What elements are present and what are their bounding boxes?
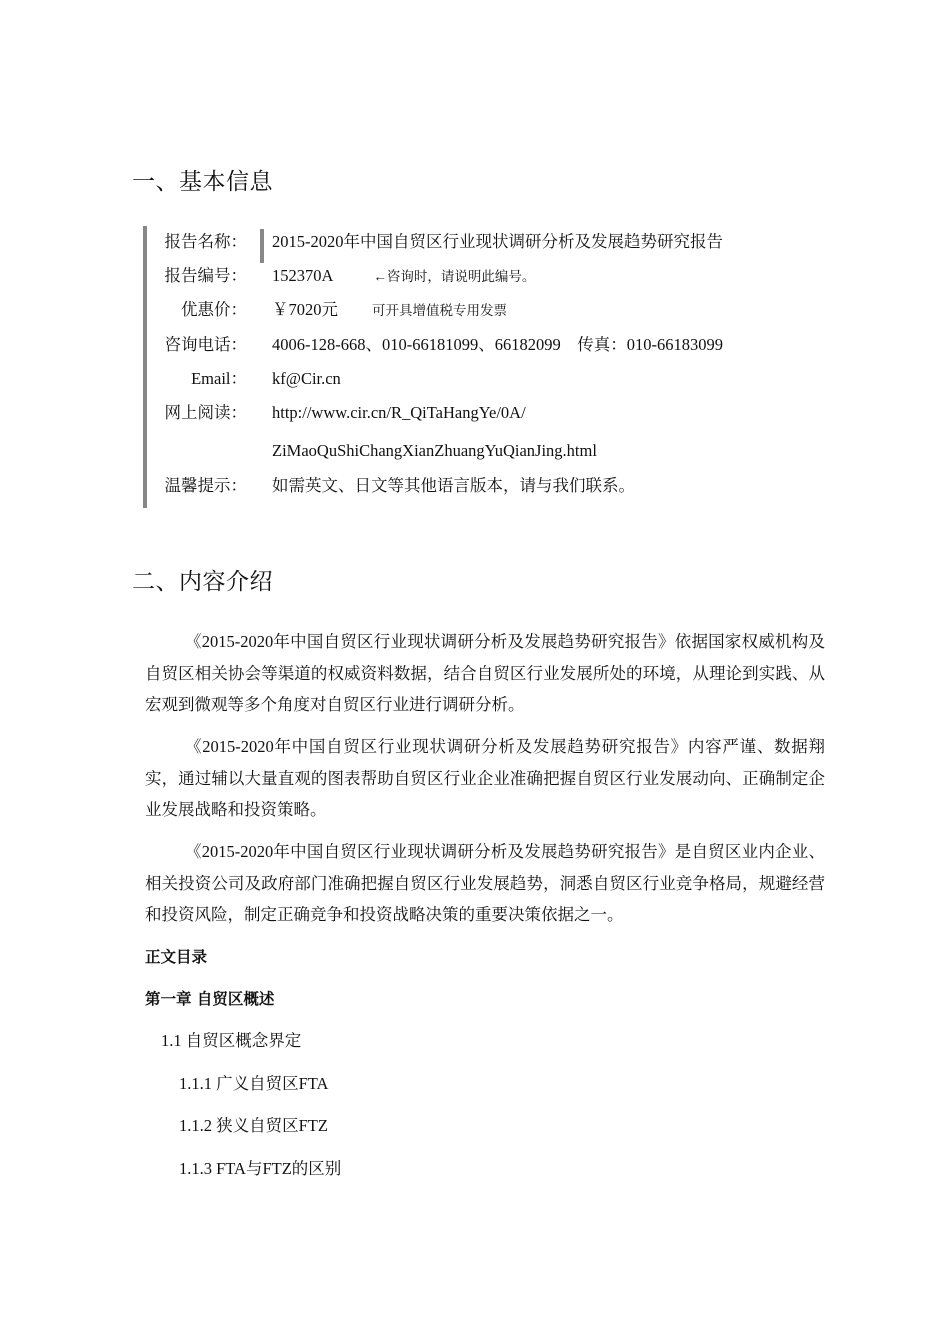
price-value: ￥7020元 (272, 300, 338, 319)
intro-paragraph-3: 《2015-2020年中国自贸区行业现状调研分析及发展趋势研究报告》是自贸区业内企业、相关投资公司及政府部门准确把握自贸区行业发展趋势，洞悉自贸区行业竞争格局，规避经营和投资风险，制定正确竞争和投资战略决策的重要决策依据之一。 (145, 842, 825, 924)
phone-value: 4006-128-668、010-66181099、66182099 传真：010-66183099 (272, 335, 723, 354)
price-value-group (272, 295, 507, 326)
email-label: Email： (191, 369, 247, 388)
section-title-basic-info: 一、基本信息 (132, 168, 273, 194)
report-number-value-group (272, 261, 535, 292)
phone-label: 咨询电话： (164, 335, 247, 354)
toc-section-1-1-3: 1.1.3 FTA与FTZ的区别 (179, 1159, 342, 1178)
online-url-line-1[interactable]: http://www.cir.cn/R_QiTaHangYe/0A/ (272, 403, 526, 422)
toc-chapter-1: 第一章 自贸区概述 (145, 990, 275, 1008)
toc-section-1-1-2: 1.1.2 狭义自贸区FTZ (179, 1116, 328, 1135)
report-number-value: 152370A (272, 266, 334, 285)
tip-value: 如需英文、日文等其他语言版本，请与我们联系。 (272, 476, 635, 495)
toc-section-1-1-1: 1.1.1 广义自贸区FTA (179, 1074, 329, 1093)
basic-info-block (143, 226, 847, 508)
price-note: 可开具增值税专用发票 (372, 303, 507, 318)
intro-paragraph-2: 《2015-2020年中国自贸区行业现状调研分析及发展趋势研究报告》内容严谨、数据翔实，通过辅以大量直观的图表帮助自贸区行业企业准确把握自贸区行业发展动向、正确制定企业发展战略和投资策略。 (145, 737, 825, 819)
price-label: 优惠价： (181, 300, 247, 319)
report-name-marker (260, 229, 264, 263)
intro-paragraph-1: 《2015-2020年中国自贸区行业现状调研分析及发展趋势研究报告》依据国家权威机构及自贸区相关协会等渠道的权威资料数据，结合自贸区行业发展所处的环境，从理论到实践、从宏观到微观等多个角度对自贸区行业进行调研分析。 (145, 632, 825, 714)
toc-heading: 正文目录 (145, 948, 208, 966)
report-number-note: ←咨询时，请说明此编号。 (373, 269, 536, 284)
report-name-label: 报告名称： (164, 232, 247, 251)
report-name-value: 2015-2020年中国自贸区行业现状调研分析及发展趋势研究报告 (272, 232, 723, 251)
email-link[interactable]: kf@Cir.cn (272, 369, 341, 388)
toc-section-1-1: 1.1 自贸区概念界定 (161, 1031, 302, 1050)
tip-label: 温馨提示： (164, 476, 247, 495)
online-label: 网上阅读： (164, 403, 247, 422)
section-title-content-intro: 二、内容介绍 (132, 568, 273, 594)
report-number-label: 报告编号： (164, 266, 247, 285)
online-url-line-2[interactable]: ZiMaoQuShiChangXianZhuangYuQianJing.html (272, 441, 597, 460)
